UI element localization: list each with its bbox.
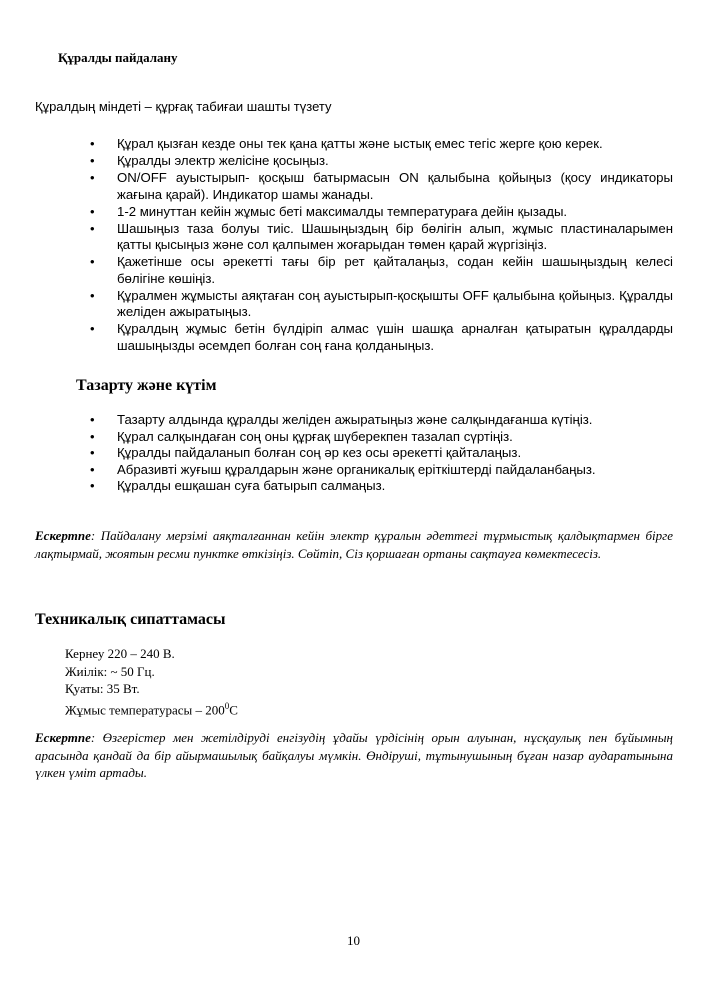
changes-note (35, 729, 673, 782)
list-item: • Қажетінше осы әрекетті тағы бір рет қайталаңыз, содан кейін шашыңыздың келесі бөлігіне көшіңіз. (90, 254, 673, 287)
tech-specs-heading: Техникалық сипаттамасы (35, 611, 226, 628)
spec-temperature (65, 698, 238, 719)
note-label: Ескертпе (35, 730, 91, 745)
page-number: 10 (347, 933, 360, 948)
list-item: • Құралдың жұмыс бетін бүлдіріп алмас үшін шашқа арналған қатыратын құралдарды шашыңызды әсемдеп болған соң ғана қолданыңыз. (90, 321, 673, 354)
list-item: • Құралды электр желісіне қосыңыз. (90, 153, 673, 170)
device-purpose-text: Құралдың міндеті – құрғақ табиғаи шашты түзету (35, 99, 332, 114)
degree-sup: 0 (224, 700, 230, 711)
usage-heading: Құралды пайдалану (58, 50, 178, 65)
list-item: • Абразивті жуғыш құралдарын және органикалық еріткіштерді пайдаланбаңыз. (90, 462, 673, 479)
spec-temperature-unit: С (229, 701, 238, 717)
spec-temperature-value: Жұмыс температурасы – 200 (65, 701, 225, 717)
list-item: • Құралды пайдаланып болған соң әр кез осы әрекетті қайталаңыз. (90, 445, 673, 462)
list-item: • Тазарту алдында құралды желіден ажыратыңыз және салқындағанша күтіңіз. (90, 412, 673, 429)
note-label: Ескертпе (35, 528, 91, 543)
note-text: : Пайдалану мерзімі аяқталғаннан кейін электр құралын әдеттегі тұрмыстық қалдықтармен бірге лақтырмай, жоятын ресми пунктке өткізіңіз. Сөйтіп, Сіз қоршаған ортаны сақтауға көмектесесіз. (35, 528, 673, 561)
list-item: • Құрал салқындаған соң оны құрғақ шүберекпен тазалап сүртіңіз. (90, 429, 673, 446)
spec-frequency: Жиілік: ~ 50 Гц. (65, 663, 155, 679)
list-item: • Құралды ешқашан суға батырып салмаңыз. (90, 478, 673, 495)
list-item: • ON/OFF ауыстырып- қосқыш батырмасын ON қалыбына қойыңыз (қосу индикаторы жағына қарай). Индикатор шамы жанады. (90, 170, 673, 203)
note-text: : Өзгерістер мен жетілдіруді енгізудің ұдайы үрдісінің орын алуынан, нұсқаулық пен бұйымның арасында қандай да бір айырмашылық байқалуы мүмкін. Өндіруші, тұтынушының бұған назар аударатынына үлкен үміт артады. (35, 730, 673, 780)
tech-specs-block (65, 645, 238, 718)
care-heading: Тазарту және күтім (76, 377, 217, 394)
list-item: • Құралмен жұмысты аяқтаған соң ауыстырып-қосқышты OFF қалыбына қойыңыз. Құралды желіден ажыратыңыз. (90, 288, 673, 321)
list-item: • 1-2 минуттан кейін жұмыс беті максималды температураға дейін қызады. (90, 204, 673, 221)
usage-instructions-list (90, 136, 673, 355)
spec-power: Қуаты: 35 Вт. (65, 681, 140, 696)
disposal-note (35, 527, 673, 562)
list-item: • Құрал қызған кезде оны тек қана қатты және ыстық емес тегіс жерге қою керек. (90, 136, 673, 153)
spec-voltage: Кернеу 220 – 240 В. (65, 646, 175, 661)
care-instructions-list (90, 412, 673, 495)
list-item: • Шашыңыз таза болуы тиіс. Шашыңыздың бір бөлігін алып, жұмыс пластиналарымен қатты қысыңыз және сол қалпымен жоғарыдан төмен қарай жүргізіңіз. (90, 221, 673, 254)
